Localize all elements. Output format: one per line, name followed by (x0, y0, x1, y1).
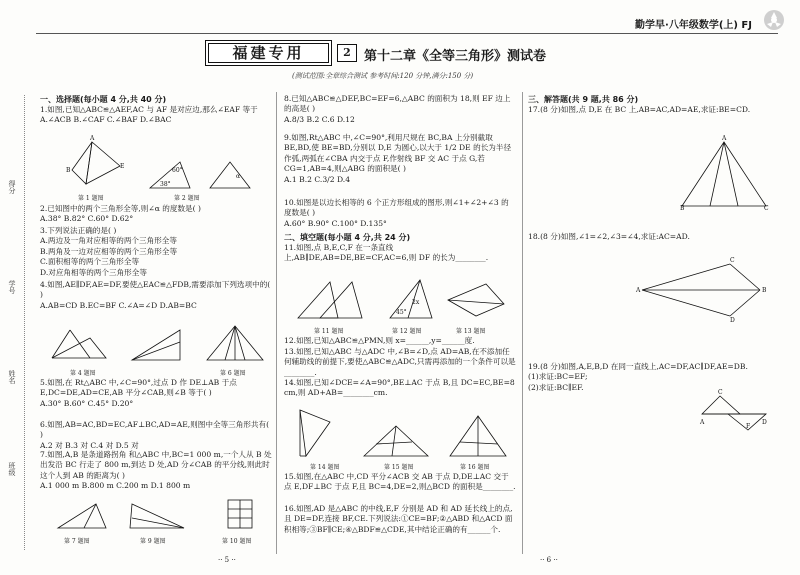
question-13 (284, 347, 516, 378)
figure-19 (700, 390, 770, 430)
figure-10-caption: 第 10 题图 (222, 538, 252, 545)
svg-text:D: D (730, 317, 735, 324)
question-17 (528, 105, 760, 115)
brand-header: 勤学早·八年级数学(上) FJ (635, 20, 752, 31)
question-9-options: A.1 B.2 C.3/2 D.4 (284, 174, 351, 184)
figure-4 (50, 328, 110, 364)
figure-15 (362, 424, 432, 460)
svg-text:E: E (120, 163, 125, 170)
question-17-text: 17.(8 分)如图,点 D,E 在 BC 上,AB=AC,AD=AE,求证:BE=CD. (528, 105, 751, 114)
svg-text:B: B (66, 167, 71, 174)
margin-label-class: 班级 (8, 462, 16, 476)
figure-4-caption: 第 4 题图 (70, 370, 96, 377)
figure-2-caption: 第 2 题图 (174, 195, 200, 202)
figure-1 (66, 135, 126, 188)
margin-label-score: 得分 (8, 180, 16, 194)
question-10 (284, 198, 516, 229)
question-6-options: A.2 对 B.3 对 C.4 对 D.5 对 (40, 440, 139, 450)
question-10-options: A.60° B.90° C.100° D.135° (284, 218, 387, 228)
svg-text:38°: 38° (160, 181, 171, 188)
question-8-options: A.8/3 B.2 C.6 D.12 (284, 114, 355, 124)
svg-text:C: C (730, 257, 735, 264)
margin-label-id: 学号 (8, 280, 16, 294)
figure-2 (150, 158, 260, 193)
svg-text:2x: 2x (412, 299, 420, 306)
question-16 (284, 504, 516, 535)
figure-18 (636, 257, 770, 324)
section-answer-heading: 三、解答题(共 9 题,共 86 分) (528, 95, 639, 104)
svg-text:D: D (762, 419, 767, 426)
figure-6-caption: 第 6 题图 (220, 370, 246, 377)
column-divider-2 (522, 92, 523, 554)
figure-1-caption: 第 1 题图 (78, 195, 104, 202)
question-7 (40, 450, 272, 492)
svg-text:A: A (636, 287, 641, 294)
svg-text:α: α (236, 173, 241, 180)
figure-16 (448, 414, 512, 460)
question-5-options: A.30° B.60° C.45° D.20° (40, 398, 134, 408)
svg-text:45°: 45° (396, 309, 407, 316)
figure-11 (296, 278, 376, 323)
figure-12-caption: 第 12 题图 (392, 328, 422, 335)
question-7-options: A.1 000 m B.800 m C.200 m D.1 800 m (40, 481, 191, 491)
figure-13 (446, 282, 506, 322)
svg-text:C: C (718, 389, 723, 396)
question-4-text: 4.如图,AE∥DF,AE=DF,要使△EAC≌△FDB,需要添加下列选项中的( ) (40, 280, 271, 300)
margin-label-name: 姓名 (8, 370, 16, 384)
figure-5 (130, 328, 190, 364)
figure-6 (205, 324, 265, 364)
question-5-text: 5.如图,在 Rt△ABC 中,∠C=90°,过点 D 作 DE⊥AB 于点 E,DC=DE,AD=CE,AB 平分∠CAB,则∠B 等于( ) (40, 378, 237, 398)
question-9 (284, 133, 516, 185)
svg-text:B: B (680, 205, 685, 212)
question-5 (40, 378, 272, 409)
svg-text:60°: 60° (172, 167, 183, 174)
question-15 (284, 472, 516, 493)
figure-14-caption: 第 14 题图 (310, 464, 340, 471)
figure-12 (388, 278, 438, 323)
question-19-text: 19.(8 分)如图,A,E,B,D 在同一直线上,AC=DF,AC∥DF,AE=DB. (528, 362, 748, 371)
question-13-text: 13.如图,已知△ABC 与△ADC 中,∠B=∠D,点 AD=AB,在不添加任何辅助线的前提下,要使△ABC≌△ADC,只需再添加的一个条件可以是________. (284, 347, 516, 377)
question-4 (40, 280, 272, 311)
svg-text:F: F (746, 423, 751, 430)
question-11 (284, 243, 516, 264)
question-1 (40, 105, 272, 126)
question-2-options: A.38° B.82° C.60° D.62° (40, 214, 134, 224)
page-title: 第十二章《全等三角形》测试卷 (364, 49, 547, 64)
right-page-number: ·· 6 ·· (540, 556, 558, 564)
question-4-options: A.AB=CD B.EC=BF C.∠A=∠D D.AB=BC (40, 300, 197, 310)
figure-17 (680, 135, 770, 212)
question-12-text: 12.如图,已知△ABC≌△PMN,则 x=______,y=______度. (284, 336, 475, 345)
test-number: 2 (343, 46, 351, 59)
svg-text:C: C (764, 205, 769, 212)
figure-9-caption: 第 9 题图 (140, 538, 166, 545)
logo-icon (764, 10, 784, 30)
figure-7-caption: 第 7 题图 (64, 538, 90, 545)
banner-box (205, 40, 332, 66)
question-18-text: 18.(8 分)如图,∠1=∠2,∠3=∠4,求证:AC=AD. (528, 232, 690, 241)
question-19-options: (1)求证:BC=EF; (2)求证:BC∥EF. (528, 372, 588, 392)
question-3-options: A.两边及一角对应相等的两个三角形全等 B.两角及一边对应相等的两个三角形全等 C.面积相等的两个三角形全等 D.对应角相等的两个三角形全等 (40, 236, 178, 277)
figure-15-caption: 第 15 题图 (384, 464, 414, 471)
svg-text:A: A (90, 135, 95, 142)
header-rule (36, 33, 778, 34)
question-2-text: 2.已知图中的两个三角形全等,则∠α 的度数是( ) (40, 204, 201, 213)
margin-dotted-line (24, 95, 25, 550)
test-number-box (337, 44, 357, 62)
question-8-text: 8.已知△ABC≌△DEF,BC=EF=6,△ABC 的面积为 18,则 EF 边上的高是( ) (284, 94, 511, 114)
section-choice-heading: 一、选择题(每小题 4 分,共 40 分) (40, 95, 167, 104)
svg-text:A: A (722, 135, 727, 142)
question-7-text: 7.如图,A,B 是条道路拐角 和△ABC 中,BC=1 000 m,一个人从 B 处出发沿 BC 行走了 800 m,到达 D 处,AD 分∠CAB 的平分线,则此时这个人到 AB 的距离为( ) (40, 450, 272, 480)
question-2 (40, 204, 272, 225)
question-14 (284, 378, 516, 399)
question-1-text: 1.如图,已知△ABC≌△AEF,AC 与 AF 是对应边,那么∠EAF 等于 (40, 105, 258, 114)
question-15-text: 15.如图,在△ABC 中,CD 平分∠ACB 交 AB 于点 D,DE⊥AC 交于点 E,DF⊥BC 于点 F,且 BC=4,DE=2,则△BCD 的面积是________. (284, 472, 516, 492)
column-divider-1 (276, 92, 277, 554)
page-subtitle: (测试范围:全章综合测试 参考时间:120 分钟,满分:150 分) (292, 72, 474, 80)
question-12 (284, 336, 516, 346)
question-16-text: 16.如图,AD 是△ABC 的中线,E,F 分别是 AD 和 AD 延长线上的点,且 DE=DF,连接 BF,CE.下列说法:①CE=BF;②△ABD 和△ACD 面积相等;③BF∥CE;④△BDF≌△CDE,其中结论正确的有______个. (284, 504, 513, 534)
figure-16-caption: 第 16 题图 (460, 464, 490, 471)
banner-text: 福建专用 (232, 44, 305, 62)
section-fill-heading: 二、填空题(每小题 4 分,共 24 分) (284, 233, 411, 242)
question-8 (284, 94, 516, 125)
question-6 (40, 420, 272, 451)
left-page-number: ·· 5 ·· (218, 556, 236, 564)
question-3 (40, 226, 272, 278)
question-3-text: 3.下列说法正确的是( ) (40, 226, 117, 235)
figure-11-caption: 第 11 题图 (314, 328, 344, 335)
question-18 (528, 232, 760, 242)
figure-7 (56, 502, 116, 532)
question-11-text: 11.如图,点 B,E,C,F 在一条直线上,AB∥DE,AB=DE,BE=CF,AC=6,则 DF 的长为________. (284, 243, 489, 263)
question-14-text: 14.如图,已知∠DCE=∠A=90°,BE⊥AC 于点 B,且 DC=EC,BE=8 cm,则 AD+AB=________cm. (284, 378, 515, 398)
question-6-text: 6.如图,AB=AC,BD=EC,AF⊥BC,AD=AE,则图中全等三角形共有( ) (40, 420, 270, 440)
figure-9 (128, 502, 188, 532)
figure-10 (228, 500, 258, 532)
svg-text:B: B (762, 287, 767, 294)
question-1-options: A.∠ACB B.∠CAF C.∠BAF D.∠BAC (40, 115, 172, 125)
question-19 (528, 362, 760, 393)
figure-14 (296, 408, 336, 460)
svg-text:A: A (700, 419, 705, 426)
question-9-text: 9.如图,Rt△ABC 中,∠C=90°,利用尺规在 BC,BA 上分别截取 BE,BD,使 BE=BD,分别以 D,E 为圆心,以大于 1/2 DE 的长为半径作弧,两弧在∠CBA 内交于点 F,作射线 BF 交 AC 于点 G,若 CG=1,AB=4,则△ABG 的面积是( ) (284, 133, 512, 174)
figure-13-caption: 第 13 题图 (456, 328, 486, 335)
question-10-text: 10.如图是以边长相等的 6 个正方形组成的图形,则∠1+∠2+∠3 的度数是( ) (284, 198, 509, 218)
